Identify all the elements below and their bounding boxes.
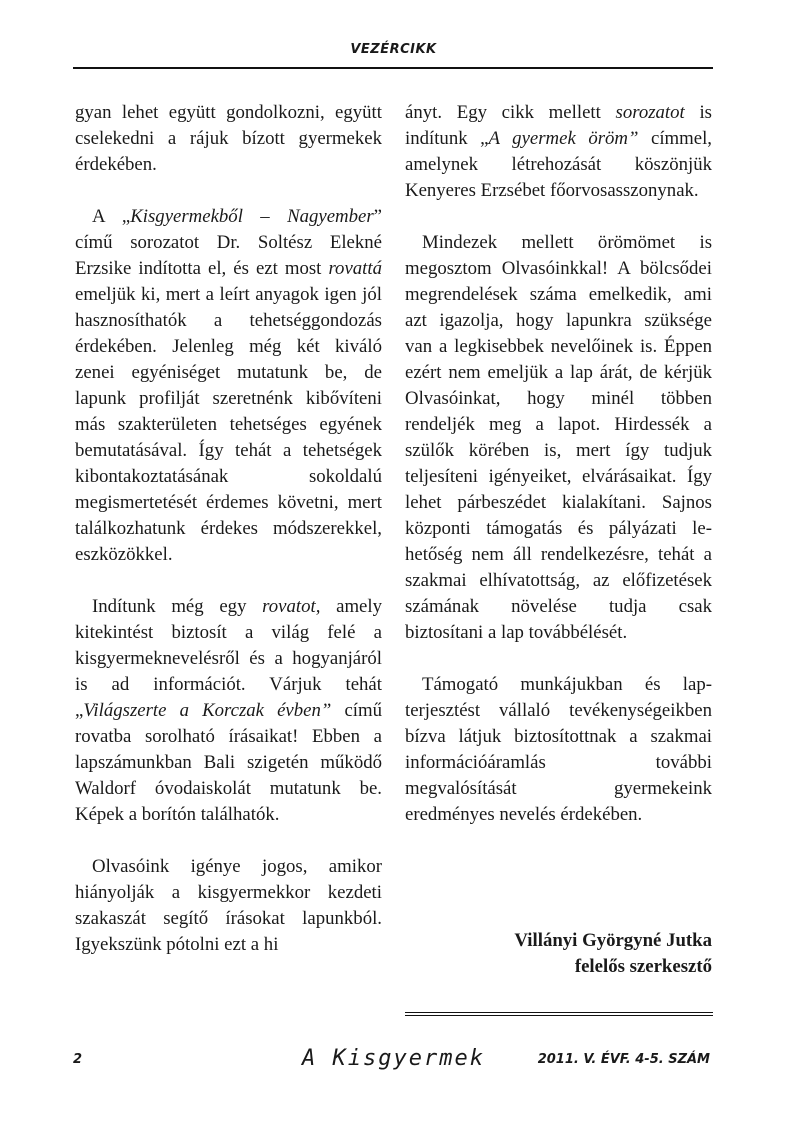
paragraph-closing: Támogató munkájukban és lapterjesztést vállaló tevékenységeikben bízva látjuk biztosítottnak a szakmai információáramlás további megvalósítását gyermekeink eredményes nevelés érdekében.	[405, 674, 712, 825]
paragraph-orders: Mindezek mellett örömömet is megosztom Olvasóinkkal! A bölcsődei megrendelések száma emelkedik, ami azt igazolja, hogy lapunkra szüksége van a legkisebbek nevelőinek is. Éppen ezért nem emeljük a lap árát, de kérjük Olvasóinkat, hogy minél többen rendeljék meg a lapot. Hirdessék a szülők körében is, mert így tudjuk teljesíteni igényeiket, elvárásaikat. Így lehet párbeszédet kialakítani. Sajnos központi támogatás és pályázati lehetőség nem áll rendelkezésre, tehát a szakmai elhívatottság, az előfizetések számának növelése tudja csak biztosítani a lap továbbélését.	[405, 232, 712, 643]
signature-divider	[405, 1012, 713, 1016]
text-run: is indítunk „	[405, 102, 712, 149]
page-number: 2	[73, 1052, 83, 1067]
text-run: ” című sorozatot Dr. Soltész Elekné Erzsike indította el, és ezt most	[75, 206, 382, 279]
text-run: emeljük ki, mert a leírt anyagok igen jól hasznosíthatók a tehetséggondozás érdekében. Jelenleg még két kiváló zenei egyéniséget mutatunk be, de lapunk profilját szeretnénk kibővíteni más szakterületen tehetséges egyének bemutatásával. Így tehát a tehetségek kibontakoztatásának sokoldalú megismertetését érdemes követni, mert találkozhatunk érdekes módszerekkel, eszközökkel.	[75, 284, 382, 565]
section-header: VEZÉRCIKK	[350, 42, 437, 57]
author-name: Villányi Györgyné Jutka	[514, 930, 712, 951]
emphasis: rovatot,	[262, 596, 321, 617]
emphasis: rovattá	[328, 258, 382, 279]
paragraph-series-intro	[75, 204, 382, 568]
paragraph-continuation	[405, 100, 712, 204]
paragraph-new-column	[75, 594, 382, 828]
text-run: című rovatba sorolható írásaikat! Ebben a lapszámunkban Bali szigetén működő Waldorf óvodaiskolát mutatunk be. Képek a borítón találhatók.	[75, 700, 382, 825]
text-run: ányt. Egy cikk mellett	[405, 102, 616, 123]
emphasis: sorozatot	[615, 102, 685, 123]
series-title: Kisgyermekből – Nagyember	[130, 206, 374, 227]
issue-info: 2011. V. ÉVF. 4-5. SZÁM	[537, 1052, 710, 1067]
text-run: címmel, amelynek létrehozását köszönjük Kenyeres Erzsébet főorvosasszonynak.	[405, 128, 713, 201]
text-run: Indítunk még egy	[92, 596, 263, 617]
paragraph-readers: Olvasóink igénye jogos, amikor hiányolják a kisgyermekkor kezdeti szakaszát segítő írásokat lapunkból. Igyekszünk pótolni ezt a hi	[75, 856, 382, 955]
header-divider	[73, 67, 713, 69]
author-role: felelős szerkesztő	[574, 956, 712, 977]
magazine-title: A Kisgyermek	[302, 1046, 485, 1071]
right-column	[405, 100, 712, 828]
series-title: A gyermek öröm”	[488, 128, 639, 149]
paragraph-continuation: gyan lehet együtt gondolkozni, együtt cselekedni a rájuk bízott gyermekek érdekében.	[75, 102, 382, 175]
signature-block	[405, 928, 712, 980]
left-column	[75, 100, 382, 958]
text-run: amely kitekintést biztosít a világ felé a kisgyermeknevelésről és a hogyanjáról is ad információt. Várjuk tehát „	[75, 596, 382, 721]
text-run: A „	[92, 206, 131, 227]
column-title: Világszerte a Korczak évben”	[83, 700, 332, 721]
